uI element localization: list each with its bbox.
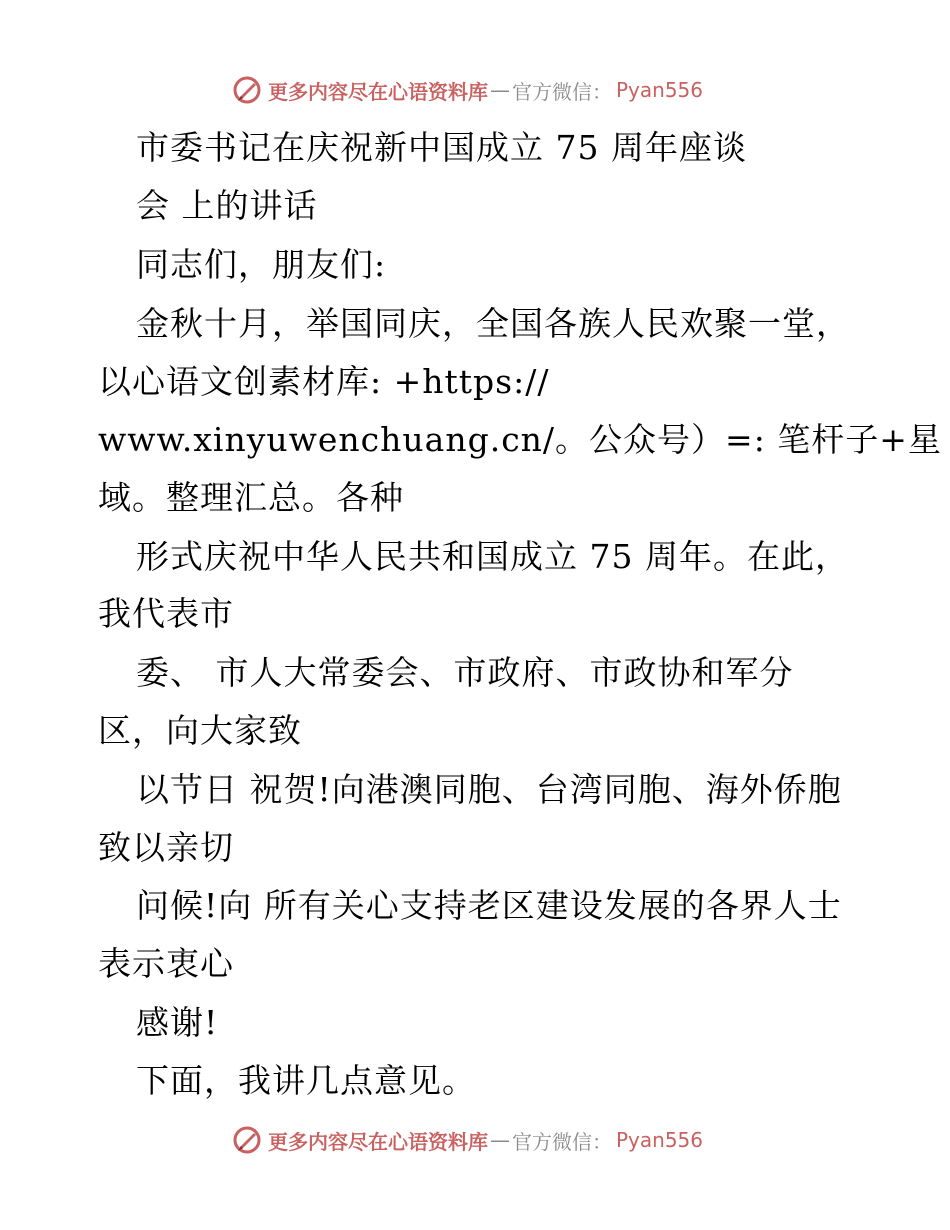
paragraph-line: 问候!向 所有关心支持老区建设发展的各界人士 xyxy=(136,886,842,925)
paragraph-line: 以心语文创素材库: +https:// xyxy=(98,362,550,401)
paragraph-line: 表示衷心 xyxy=(98,944,234,983)
paragraph-line: www.xinyuwenchuang.cn/。公众号）=: 笔杆子+星 xyxy=(98,420,942,459)
paragraph-line: 致以亲切 xyxy=(98,828,234,867)
quill-pen-logo-icon xyxy=(232,75,262,105)
salutation: 同志们，朋友们: xyxy=(136,245,387,284)
paragraph-line: 感谢! xyxy=(136,1003,219,1042)
document-title-line-2: 会 上的讲话 xyxy=(136,186,318,225)
paragraph-line: 域。整理汇总。各种 xyxy=(98,478,404,517)
paragraph-line: 金秋十月，举国同庆，全国各族人民欢聚一堂， xyxy=(136,304,850,343)
banner-wechat-label: 官方微信： xyxy=(512,1129,612,1154)
paragraph-line: 我代表市 xyxy=(98,594,234,633)
footer-banner xyxy=(232,1122,732,1158)
banner-wechat-id: Pyan556 xyxy=(616,78,704,102)
paragraph-line: 形式庆祝中华人民共和国成立 75 周年。在此， xyxy=(136,537,849,576)
quill-pen-logo-icon xyxy=(232,1125,262,1155)
paragraph-line: 区，向大家致 xyxy=(98,711,302,750)
banner-wechat-label: 官方微信： xyxy=(512,79,612,104)
banner-wechat-id: Pyan556 xyxy=(616,1128,704,1152)
paragraph-line: 下面，我讲几点意见。 xyxy=(136,1061,476,1100)
banner-separator: — xyxy=(490,1128,510,1152)
document-title-line-1: 市委书记在庆祝新中国成立 75 周年座谈 xyxy=(136,128,747,167)
paragraph-line: 委、 市人大常委会、市政府、市政协和军分 xyxy=(136,653,794,692)
banner-separator: — xyxy=(490,78,510,102)
banner-slogan: 更多内容尽在心语资料库 xyxy=(268,79,488,104)
header-banner xyxy=(232,72,732,108)
banner-slogan: 更多内容尽在心语资料库 xyxy=(268,1129,488,1154)
paragraph-line: 以节日 祝贺!向港澳同胞、台湾同胞、海外侨胞 xyxy=(136,770,842,809)
